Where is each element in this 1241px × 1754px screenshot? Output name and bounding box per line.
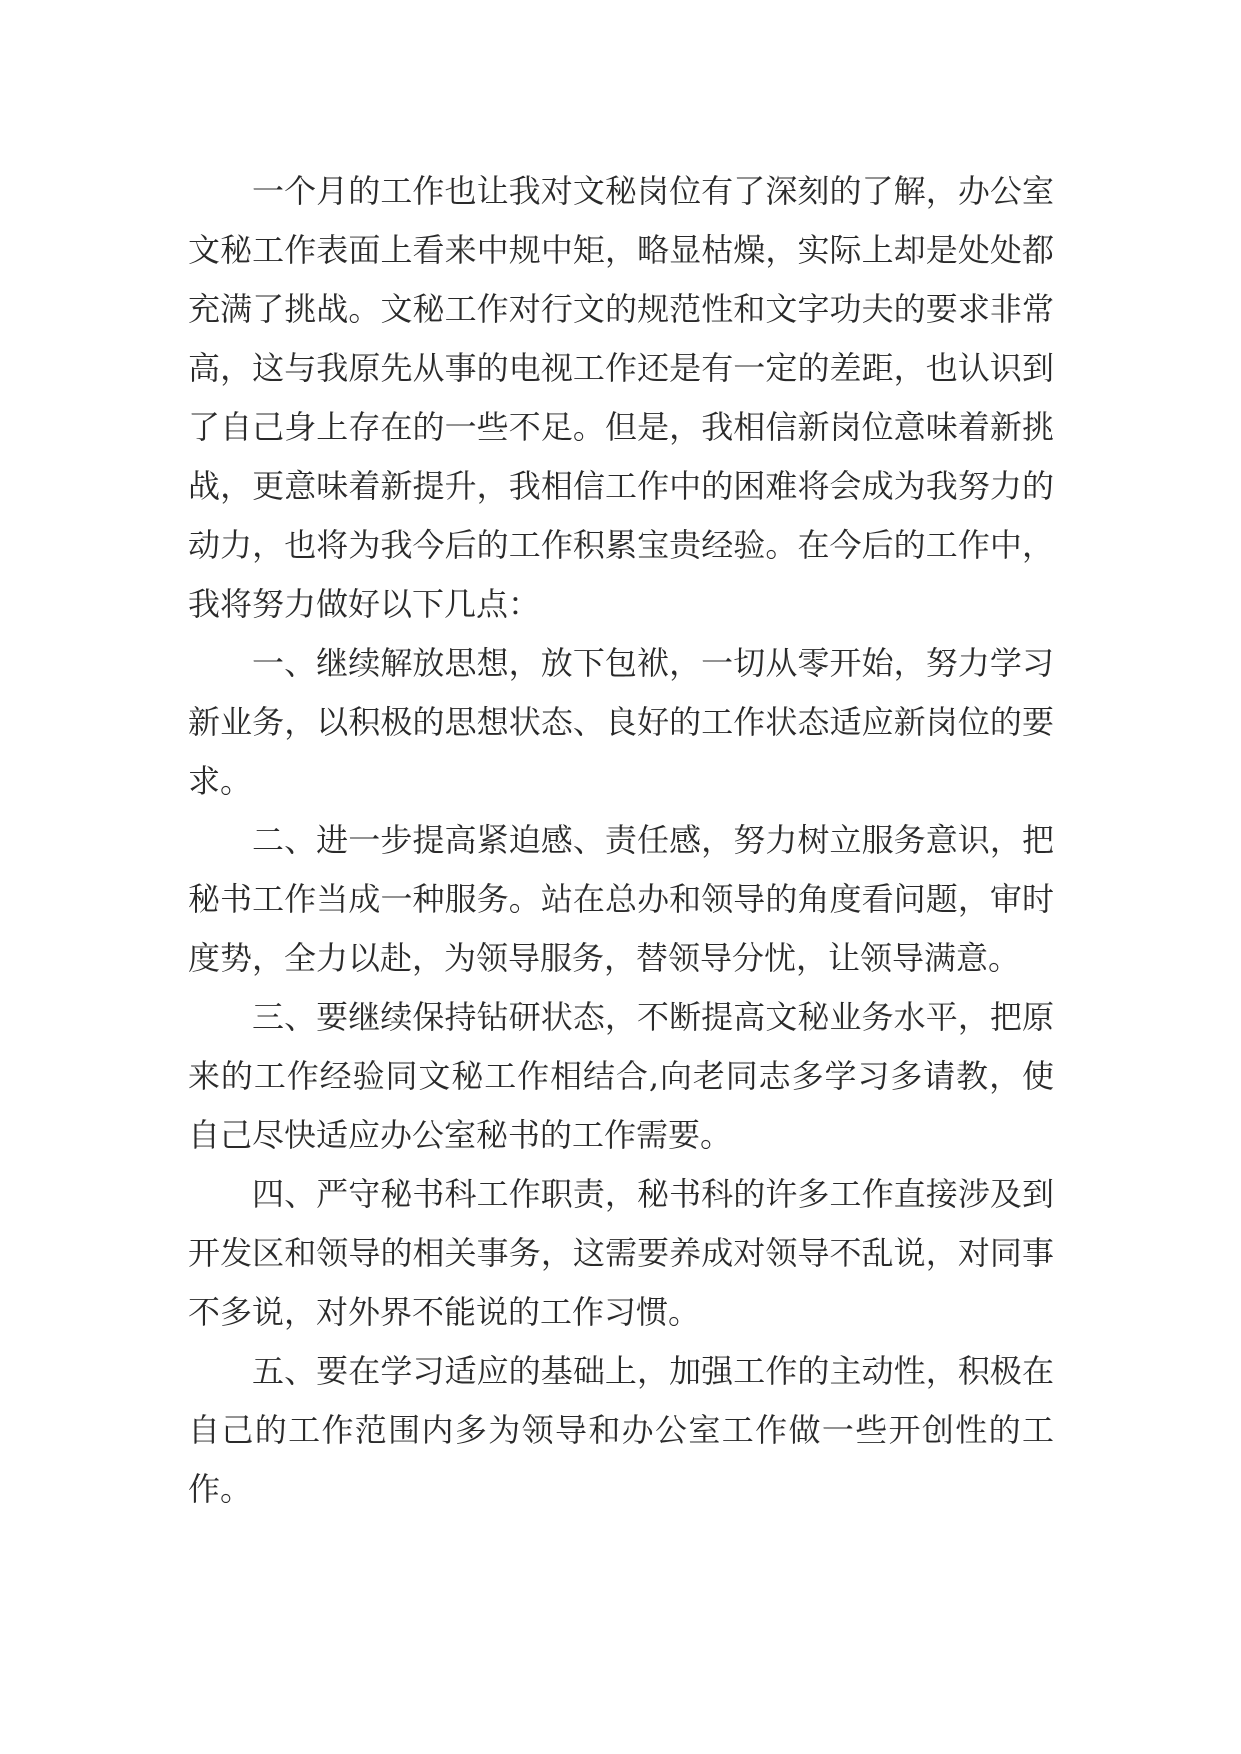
paragraph-point-4: 四、严守秘书科工作职责，秘书科的许多工作直接涉及到开发区和领导的相关事务，这需要养成对领导不乱说，对同事不多说，对外界不能说的工作习惯。 (188, 1175, 1054, 1331)
paragraph-point-3: 三、要继续保持钻研状态，不断提高文秘业务水平，把原来的工作经验同文秘工作相结合,向老同志多学习多请教，使自己尽快适应办公室秘书的工作需要。 (188, 998, 1054, 1154)
document-body (188, 162, 1054, 1519)
paragraph-intro: 一个月的工作也让我对文秘岗位有了深刻的了解，办公室文秘工作表面上看来中规中矩，略显枯燥，实际上却是处处都充满了挑战。文秘工作对行文的规范性和文字功夫的要求非常高，这与我原先从事的电视工作还是有一定的差距，也认识到了自己身上存在的一些不足。但是，我相信新岗位意味着新挑战，更意味着新提升，我相信工作中的困难将会成为我努力的动力，也将为我今后的工作积累宝贵经验。在今后的工作中，我将努力做好以下几点： (188, 172, 1054, 623)
paragraph-point-2: 二、进一步提高紧迫感、责任感，努力树立服务意识，把秘书工作当成一种服务。站在总办和领导的角度看问题，审时度势，全力以赴，为领导服务，替领导分忧，让领导满意。 (188, 821, 1054, 977)
paragraph-point-5: 五、要在学习适应的基础上，加强工作的主动性，积极在自己的工作范围内多为领导和办公室工作做一些开创性的工作。 (188, 1352, 1054, 1508)
paragraph-point-1: 一、继续解放思想，放下包袱，一切从零开始，努力学习新业务，以积极的思想状态、良好的工作状态适应新岗位的要求。 (188, 644, 1054, 800)
